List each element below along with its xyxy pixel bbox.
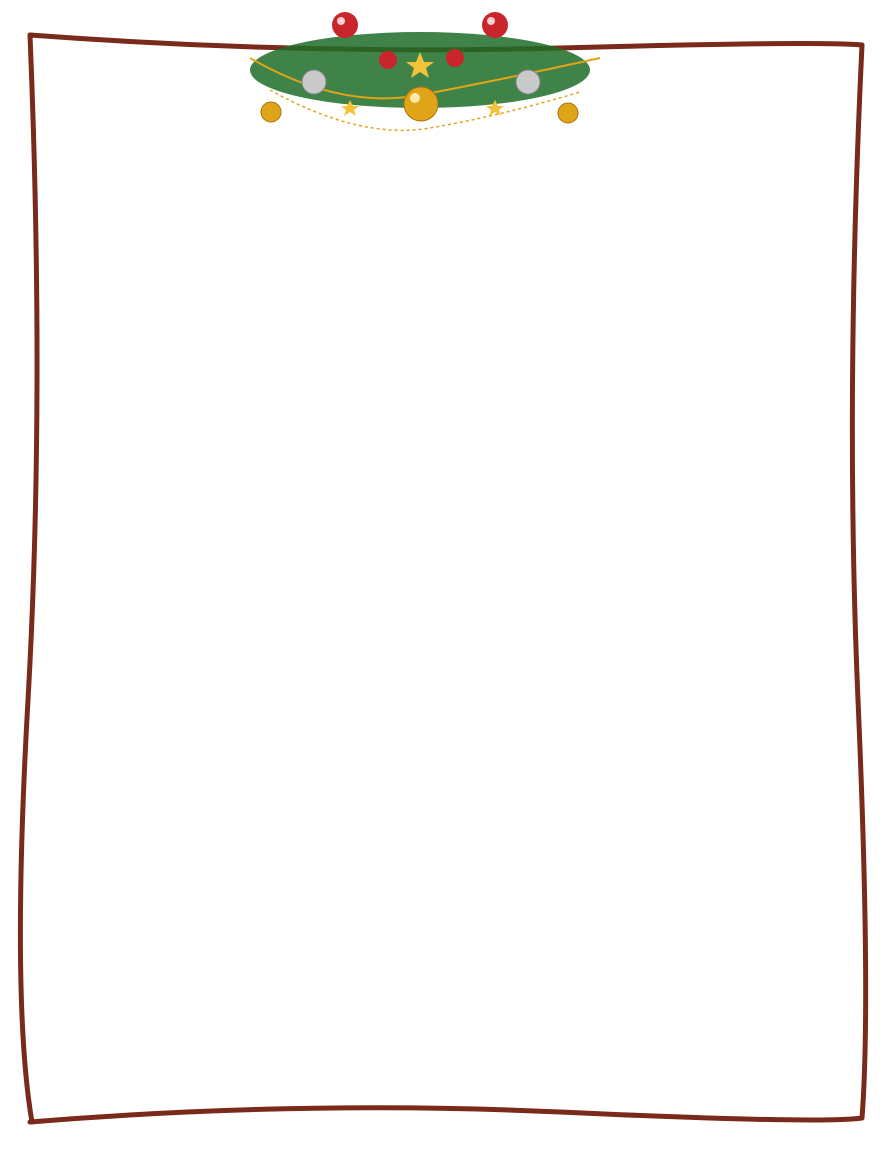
christmas-ornaments [250,12,600,130]
